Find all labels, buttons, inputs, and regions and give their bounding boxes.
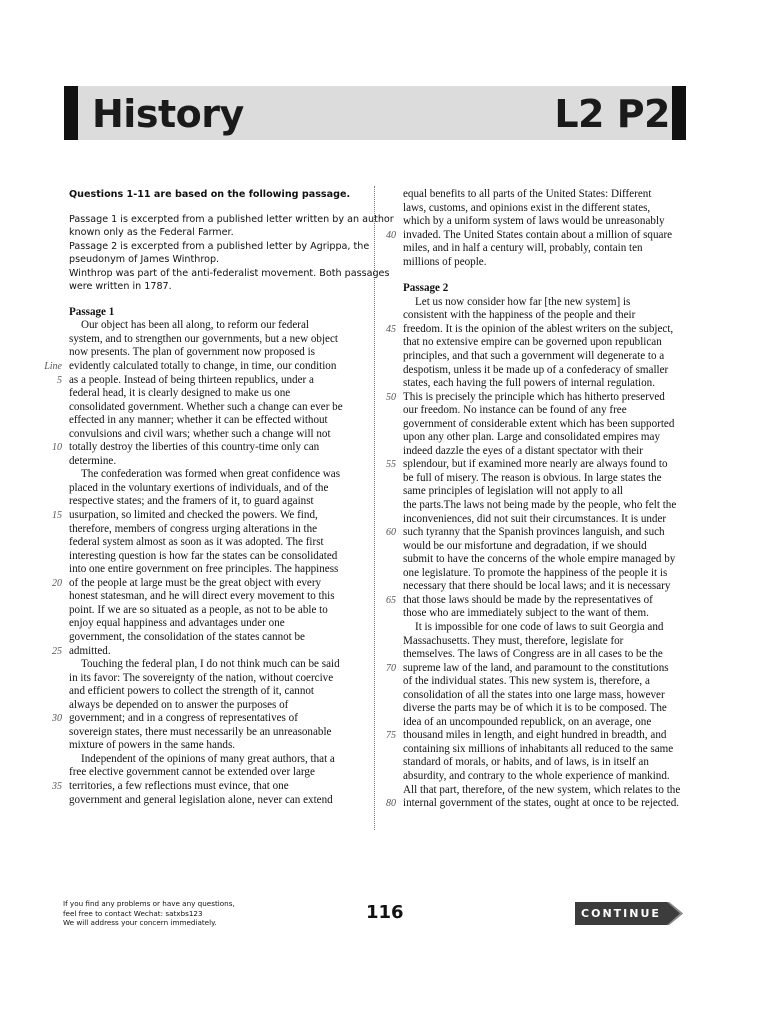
passage-line: consolidation of all the states into one large mass, however bbox=[403, 688, 665, 701]
passage-line: interesting question is how far the states can be consolidated bbox=[69, 549, 338, 562]
passage-line: invaded. The United States contain about a million of square bbox=[403, 228, 673, 241]
passage-line: government; and in a congress of representatives of bbox=[69, 712, 298, 725]
passage-line: freedom. It is the opinion of the ablest writers on the subject, bbox=[403, 322, 674, 335]
passage-line: consistent with the happiness of the people and their bbox=[403, 309, 636, 322]
passage-line: into one entire government on free principles. The happiness bbox=[69, 563, 339, 576]
passage-line: always be depended on to answer the purposes of bbox=[69, 698, 289, 711]
line-number: 35 bbox=[52, 780, 62, 792]
passage-line: Let us now consider how far [the new system] is bbox=[415, 295, 631, 308]
passage-line: millions of people. bbox=[403, 255, 487, 268]
passage-line: government, the consolidation of the states cannot be bbox=[69, 630, 305, 643]
intro-line: pseudonym of James Winthrop. bbox=[69, 254, 220, 266]
passage-line: the parts.The laws not being made by the people, who felt the bbox=[403, 499, 677, 512]
passage-line: absurdity, and contrary to the whole experience of mankind. bbox=[403, 769, 670, 782]
question-heading: Questions 1-11 are based on the following passage. bbox=[69, 189, 351, 200]
passage-line: same principles of legislation will not apply to all bbox=[403, 485, 623, 498]
section-code: L2 P2 bbox=[554, 92, 670, 136]
line-number: 5 bbox=[57, 374, 62, 386]
passage-line: that no extensive empire can be governed upon republican bbox=[403, 336, 662, 349]
passage-line: laws, customs, and opinions exist in the different states, bbox=[403, 201, 651, 214]
passage-line: convulsions and civil wars; whether such a change will not bbox=[69, 427, 331, 440]
passage-line: enjoy equal happiness and advantages under one bbox=[69, 617, 285, 630]
line-number: 55 bbox=[386, 459, 396, 471]
line-number: 75 bbox=[386, 730, 396, 742]
line-label: Line bbox=[44, 361, 62, 373]
passage-line: would be our misfortune and degradation, if we should bbox=[403, 539, 647, 552]
passage-line: determine. bbox=[69, 454, 117, 467]
passage-line: that those laws should be made by the representatives of bbox=[403, 593, 653, 606]
passage-line: All that part, therefore, of the new system, which relates to the bbox=[403, 783, 681, 796]
passage-line: mixture of powers in the same hands. bbox=[69, 739, 236, 752]
passage-line: Touching the federal plan, I do not think much can be said bbox=[81, 658, 340, 671]
passage-line: of the people at large must be the great object with every bbox=[69, 576, 322, 589]
passage-line: free elective government cannot be extended over large bbox=[69, 766, 315, 779]
line-number: 25 bbox=[52, 645, 62, 657]
intro-line: known only as the Federal Farmer. bbox=[69, 227, 234, 239]
passage-line: despotism, unless it be made up of a confederacy of smaller bbox=[403, 363, 669, 376]
passage-line: respective states; and the framers of it, to guard against bbox=[69, 495, 314, 508]
footer-note bbox=[63, 899, 235, 928]
passage-line: standard of morals, or habits, and of laws, is in itself an bbox=[403, 756, 649, 769]
line-number: 50 bbox=[386, 391, 396, 403]
passage-line: one legislature. To promote the happiness of the people it is bbox=[403, 566, 668, 579]
passage-line: such tyranny that the Spanish provinces languish, and such bbox=[403, 526, 665, 539]
passage-line: therefore, members of congress urging alterations in the bbox=[69, 522, 318, 535]
passage-line: inconveniences, did not suit their circumstances. It is under bbox=[403, 512, 667, 525]
passage-line: It is impossible for one code of laws to suit Georgia and bbox=[415, 620, 664, 633]
page-number: 116 bbox=[366, 902, 404, 923]
page-title: History bbox=[92, 92, 244, 136]
continue-label: CONTINUE bbox=[581, 907, 661, 920]
footer-note-line: If you find any problems or have any questions, bbox=[63, 899, 235, 908]
passage-line: of the individual states. This new system is, therefore, a bbox=[403, 675, 650, 688]
intro-line: Winthrop was part of the anti-federalist movement. Both passages bbox=[69, 267, 390, 279]
passage-line: effected in any manner; whether it can be effected without bbox=[69, 414, 328, 427]
passage-line: themselves. The laws of Congress are in all cases to be the bbox=[403, 648, 663, 661]
passage-line: states, each having the full powers of internal regulation. bbox=[403, 377, 655, 390]
passage-line: admitted. bbox=[69, 644, 111, 657]
line-number: 65 bbox=[386, 594, 396, 606]
passage-1-continued bbox=[386, 188, 703, 269]
passage-line: honest statesman, and he will direct every movement to this bbox=[69, 590, 335, 603]
passage-line: necessary that there should be local laws; and it is necessary bbox=[403, 580, 671, 593]
passage-line: federal head, it is clearly designed to make us one bbox=[69, 387, 291, 400]
passage-line: Independent of the opinions of many great authors, that a bbox=[81, 752, 335, 765]
footer-note-line: feel free to contact Wechat: satxbs123 bbox=[63, 908, 203, 918]
header-left-bar bbox=[64, 86, 78, 140]
passage-line: internal government of the states, ought at once to be rejected. bbox=[403, 797, 680, 810]
passage-line: those who are immediately subject to the want of them. bbox=[403, 607, 649, 620]
line-number: 15 bbox=[52, 510, 62, 522]
line-number: 60 bbox=[386, 527, 396, 539]
passage-line: consolidated government. Whether such a change can ever be bbox=[69, 400, 343, 413]
footer-note-line: We will address your concern immediately. bbox=[63, 918, 217, 928]
passage-line: submit to have the concerns of the whole empire managed by bbox=[403, 553, 676, 566]
passage-line: which by a uniform system of laws would be unreasonably bbox=[403, 215, 665, 228]
line-number: 20 bbox=[52, 577, 62, 589]
passage-line: miles, and in half a century will, probably, contain ten bbox=[403, 242, 643, 255]
passage-line: sovereign states, there must necessarily be an unreasonable bbox=[69, 725, 332, 738]
passage-line: diverse the parts may be of which it is to be composed. The bbox=[403, 702, 667, 715]
passage-line: The confederation was formed when great confidence was bbox=[81, 468, 341, 481]
passage-line: our freedom. No instance can be found of any free bbox=[403, 404, 627, 417]
passage-line: upon any other plan. Large and consolidated empires may bbox=[403, 431, 661, 444]
passage-line: system, and to strengthen our governments, but a new object bbox=[69, 332, 338, 345]
intro-line: Passage 1 is excerpted from a published letter written by an author bbox=[69, 213, 394, 225]
line-number: 40 bbox=[386, 229, 396, 241]
intro-line: were written in 1787. bbox=[69, 281, 172, 293]
passage-line: Our object has been all along, to reform our federal bbox=[81, 319, 309, 332]
header-right-bar bbox=[672, 86, 686, 140]
passage-line: federal system almost as soon as it was adopted. The first bbox=[69, 536, 324, 549]
passage-line: splendour, but if examined more nearly are always found to bbox=[403, 458, 668, 471]
passage-line: territories, a few reflections must evince, that one bbox=[69, 779, 289, 792]
intro-line: Passage 2 is excerpted from a published letter by Agrippa, the bbox=[69, 240, 370, 252]
passage-line: as a people. Instead of being thirteen republics, under a bbox=[69, 373, 314, 386]
passage-line: thousand miles in length, and eight hundred in breadth, and bbox=[403, 729, 667, 742]
passage-line: in its favor: The sovereignty of the nation, without coercive bbox=[69, 671, 334, 684]
line-number: 80 bbox=[386, 798, 396, 810]
passage-line: indeed dazzle the eyes of a distant spectator with their bbox=[403, 444, 643, 457]
passage-line: idea of an uncompounded republick, on an average, one bbox=[403, 715, 652, 728]
line-number: 45 bbox=[386, 323, 396, 335]
passage-line: This is precisely the principle which has hitherto preserved bbox=[403, 390, 665, 403]
passage-line: containing six millions of inhabitants all reduced to the same bbox=[403, 742, 674, 755]
passage-line: totally destroy the liberties of this country-time only can bbox=[69, 441, 320, 454]
passage-line: placed in the voluntary exertions of individuals, and of the bbox=[69, 481, 329, 494]
continue-button[interactable] bbox=[575, 902, 683, 925]
passage-2-heading: Passage 2 bbox=[403, 282, 449, 295]
line-number: 10 bbox=[52, 442, 62, 454]
passage-1-heading: Passage 1 bbox=[69, 305, 115, 318]
passage-line: government of considerable extent which has been supported bbox=[403, 417, 675, 430]
passage-2-body bbox=[386, 295, 703, 811]
passage-line: principles, and that such a government will degenerate to a bbox=[403, 350, 665, 363]
passage-line: and efficient powers to collect the strength of it, cannot bbox=[69, 685, 315, 698]
passage-line: usurpation, so limited and checked the powers. We find, bbox=[69, 509, 318, 522]
passage-line: Massachusetts. They must, therefore, legislate for bbox=[403, 634, 624, 647]
line-number: 30 bbox=[52, 713, 62, 725]
passage-line: now presents. The plan of government now proposed is bbox=[69, 346, 315, 359]
right-column bbox=[386, 188, 703, 811]
passage-line: be full of misery. The reason is obvious. In large states the bbox=[403, 471, 662, 484]
passage-line: point. If we are so situated as a people, as not to be able to bbox=[69, 603, 328, 616]
passage-line: evidently calculated totally to change, in time, our condition bbox=[69, 360, 337, 373]
passage-line: equal benefits to all parts of the United States: Different bbox=[403, 188, 652, 200]
passage-line: government and general legislation alone, never can extend bbox=[69, 793, 333, 806]
passage-line: supreme law of the land, and paramount to the constitutions bbox=[403, 661, 669, 674]
line-number: 70 bbox=[386, 662, 396, 674]
passage-1-body bbox=[44, 319, 363, 807]
